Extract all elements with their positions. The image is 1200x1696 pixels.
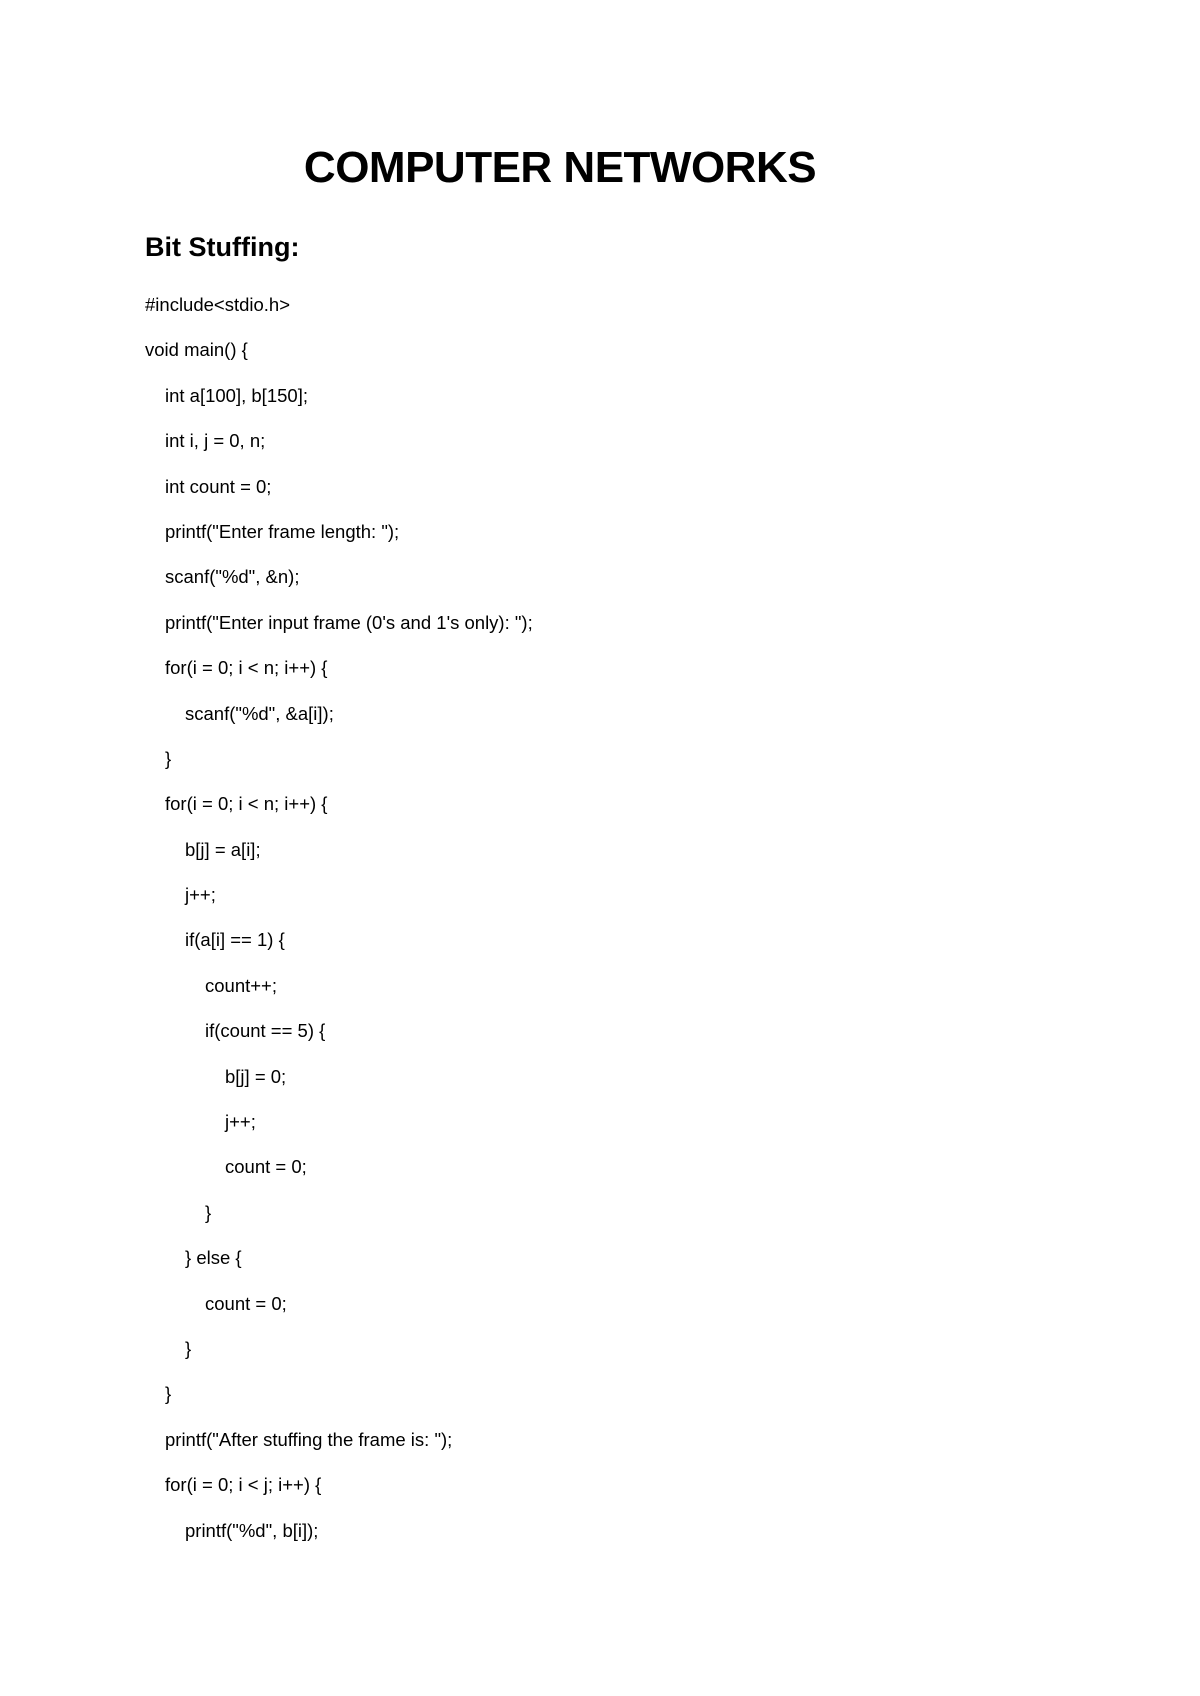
code-line: int count = 0; [165,475,272,497]
code-line: void main() { [145,339,248,361]
code-line: } else { [185,1247,242,1269]
code-line: count = 0; [205,1292,287,1314]
code-line: } [165,747,172,769]
code-line: printf("Enter input frame (0's and 1's only): "); [165,611,533,633]
code-line: count = 0; [225,1156,307,1178]
code-line: printf("%d", b[i]); [185,1519,319,1541]
code-line: int i, j = 0, n; [165,430,266,452]
section-heading: Bit Stuffing: [145,232,300,262]
code-line: } [165,1383,172,1405]
code-line: } [185,1337,192,1359]
code-line: j++; [225,1111,256,1133]
page-title: COMPUTER NETWORKS [303,143,817,192]
code-line: count++; [205,974,278,996]
code-line: for(i = 0; i < n; i++) { [165,657,328,679]
code-line: int a[100], b[150]; [165,384,308,406]
code-line: for(i = 0; i < j; i++) { [165,1474,322,1496]
code-line: printf("After stuffing the frame is: "); [165,1428,453,1450]
code-line: for(i = 0; i < n; i++) { [165,793,328,815]
code-line: } [205,1201,212,1223]
code-line: if(a[i] == 1) { [185,929,285,951]
code-line: scanf("%d", &n); [165,566,300,588]
code-line: j++; [185,884,216,906]
code-line: b[j] = a[i]; [185,838,261,860]
code-block [145,296,533,1567]
code-line: printf("Enter frame length: "); [165,520,400,542]
code-line: b[j] = 0; [225,1065,287,1087]
code-line: #include<stdio.h> [145,294,291,315]
code-line: if(count == 5) { [205,1020,326,1042]
code-line: scanf("%d", &a[i]); [185,702,334,724]
